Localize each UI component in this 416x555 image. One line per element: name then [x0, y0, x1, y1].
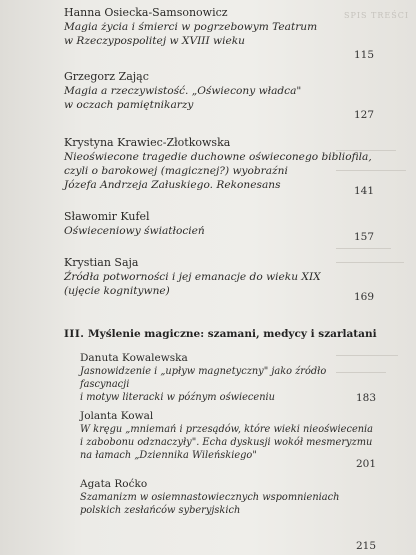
- entry-title-line: i motyw literacki w późnym oświeceniu: [80, 392, 275, 403]
- section-number: III.: [64, 328, 85, 340]
- entry-title-line: Magia a rzeczywistość. „Oświecony władca": [64, 85, 302, 97]
- entry-title-line: w oczach pamiętnikarzy: [64, 99, 194, 111]
- entry-title-line: Nieoświecone tragedie duchowne oświeconego bibliofila,: [64, 151, 372, 163]
- entry-page-number: 215: [355, 540, 376, 552]
- toc-entry: [64, 136, 374, 200]
- toc-entry: [64, 210, 374, 248]
- entry-page-number: 183: [355, 392, 376, 404]
- ghost-line: [336, 248, 391, 249]
- entry-title-line: polskich zesłańców syberyjskich: [80, 505, 241, 516]
- entry-author: Agata Roćko: [80, 478, 148, 490]
- entry-author: Grzegorz Zając: [64, 70, 149, 83]
- entry-title-line: Oświeceniowy światłocień: [64, 225, 205, 237]
- entry-author: Hanna Osiecka-Samsonowicz: [64, 6, 228, 19]
- toc-entry: [64, 256, 374, 306]
- entry-page-number: 157: [353, 231, 374, 243]
- entry-title-line: Szamanizm w osiemnastowiecznych wspomnieniach: [80, 492, 340, 503]
- entry-title-line: Józefa Andrzeja Załuskiego. Rekonesans: [64, 179, 281, 191]
- entry-author: Krystyna Krawiec-Złotkowska: [64, 136, 231, 149]
- toc-subentry: [80, 352, 376, 408]
- entry-page-number: 127: [353, 109, 374, 121]
- toc-subentry: [80, 478, 376, 552]
- entry-page-number: 141: [353, 185, 374, 197]
- entry-title-line: na łamach „Dziennika Wileńskiego": [80, 450, 257, 461]
- section-heading: [64, 328, 384, 340]
- entry-title-line: Magia życia i śmierci w pogrzebowym Teatrum: [64, 21, 318, 33]
- entry-author: Krystian Saja: [64, 256, 139, 269]
- entry-title-line: i zabobonu odznaczyły". Echa dyskusji wokół mesmeryzmu: [80, 437, 373, 448]
- entry-title-line: Jasnowidzenie i „upływ magnetyczny" jako źródło fascynacji: [80, 366, 327, 390]
- entry-author: Sławomir Kufel: [64, 210, 150, 223]
- section-title: Myślenie magiczne: szamani, medycy i szarlatani: [88, 328, 377, 340]
- toc-entry: [64, 70, 374, 122]
- entry-author: Danuta Kowalewska: [80, 352, 188, 364]
- entry-title-line: Źródła potworności i jej emanacje do wieku XIX: [64, 271, 321, 283]
- entry-title-line: czyli o barokowej (magicznej?) wyobraźni: [64, 165, 288, 177]
- entry-title-line: w Rzeczypospolitej w XVIII wieku: [64, 35, 245, 47]
- toc-entry: [64, 6, 374, 62]
- entry-title-line: W kręgu „mniemań i przesądów, które wieki nieoświecenia: [80, 424, 374, 435]
- entry-author: Jolanta Kowal: [80, 410, 154, 422]
- toc-subentry: [80, 410, 376, 472]
- entry-page-number: 115: [353, 49, 374, 61]
- facing-page-header: SPIS TREŚCI: [344, 11, 410, 20]
- entry-title-line: (ujęcie kognitywne): [64, 285, 170, 297]
- entry-page-number: 169: [353, 291, 374, 303]
- entry-page-number: 201: [355, 458, 376, 470]
